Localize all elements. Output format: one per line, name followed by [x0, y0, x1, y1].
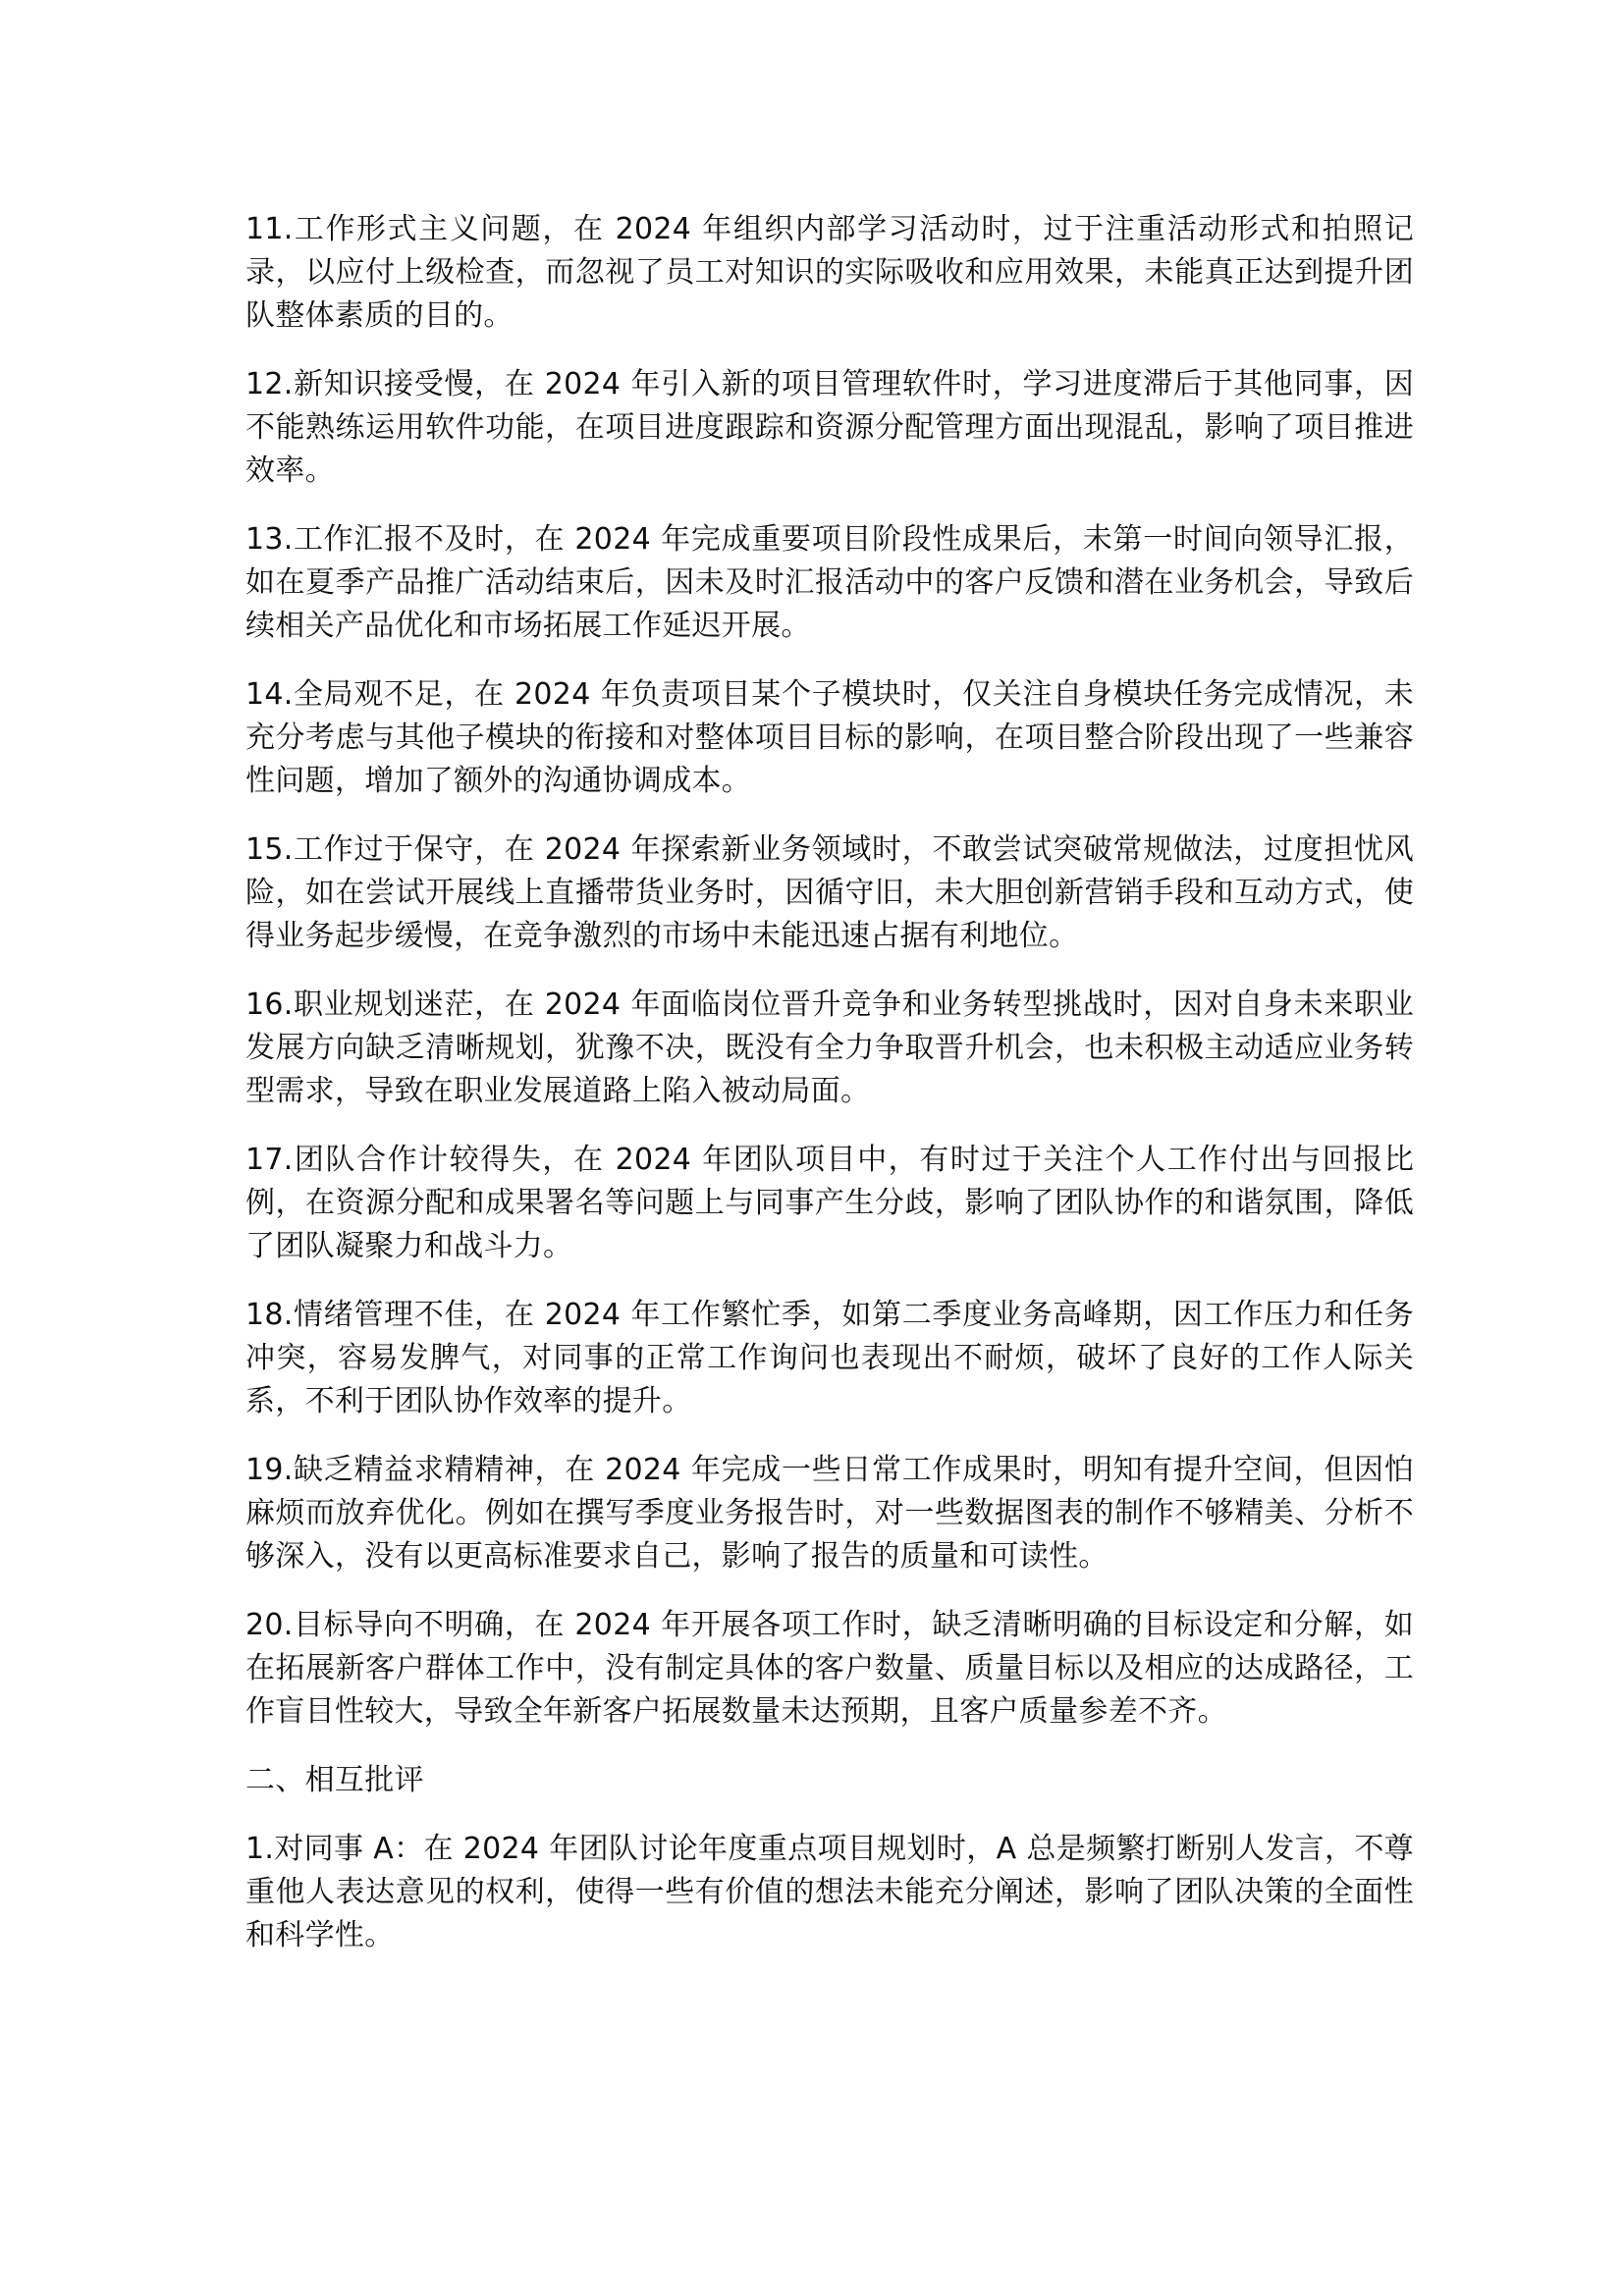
paragraph-item-11: 11.工作形式主义问题，在 2024 年组织内部学习活动时，过于注重活动形式和拍照记录，以应付上级检查，而忽视了员工对知识的实际吸收和应用效果，未能真正达到提升团队整体素质的目的。 [245, 212, 1414, 333]
paragraph-item-17: 17.团队合作计较得失，在 2024 年团队项目中，有时过于关注个人工作付出与回报比例，在资源分配和成果署名等问题上与同事产生分歧，影响了团队协作的和谐氛围，降低了团队凝聚力和战斗力。 [245, 1143, 1414, 1263]
paragraph-item-19: 19.缺乏精益求精精神，在 2024 年完成一些日常工作成果时，明知有提升空间，但因怕麻烦而放弃优化。例如在撰写季度业务报告时，对一些数据图表的制作不够精美、分析不够深入，没有以更高标准要求自己，影响了报告的质量和可读性。 [245, 1453, 1414, 1574]
paragraph-item-12: 12.新知识接受慢，在 2024 年引入新的项目管理软件时，学习进度滞后于其他同事，因不能熟练运用软件功能，在项目进度跟踪和资源分配管理方面出现混乱，影响了项目推进效率。 [245, 367, 1414, 488]
paragraph-item-18: 18.情绪管理不佳，在 2024 年工作繁忙季，如第二季度业务高峰期，因工作压力和任务冲突，容易发脾气，对同事的正常工作询问也表现出不耐烦，破坏了良好的工作人际关系，不利于团队协作效率的提升。 [245, 1298, 1414, 1418]
paragraph-item-13: 13.工作汇报不及时，在 2024 年完成重要项目阶段性成果后，未第一时间向领导汇报，如在夏季产品推广活动结束后，因未及时汇报活动中的客户反馈和潜在业务机会，导致后续相关产品优化和市场拓展工作延迟开展。 [245, 522, 1414, 643]
section-heading: 二、相互批评 [245, 1763, 424, 1797]
paragraph-item-14: 14.全局观不足，在 2024 年负责项目某个子模块时，仅关注自身模块任务完成情况，未充分考虑与其他子模块的衔接和对整体项目目标的影响，在项目整合阶段出现了一些兼容性问题，增加了额外的沟通协调成本。 [245, 677, 1414, 798]
document-body [245, 208, 1414, 1983]
paragraph-item-15: 15.工作过于保守，在 2024 年探索新业务领域时，不敢尝试突破常规做法，过度担忧风险，如在尝试开展线上直播带货业务时，因循守旧，未大胆创新营销手段和互动方式，使得业务起步缓慢，在竞争激烈的市场中未能迅速占据有利地位。 [245, 832, 1414, 953]
paragraph-item-20: 20.目标导向不明确，在 2024 年开展各项工作时，缺乏清晰明确的目标设定和分解，如在拓展新客户群体工作中，没有制定具体的客户数量、质量目标以及相应的达成路径，工作盲目性较大，导致全年新客户拓展数量未达预期，且客户质量参差不齐。 [245, 1608, 1414, 1729]
paragraph-item-colleague-a: 1.对同事 A：在 2024 年团队讨论年度重点项目规划时，A 总是频繁打断别人发言，不尊重他人表达意见的权利，使得一些有价值的想法未能充分阐述，影响了团队决策的全面性和科学性。 [245, 1832, 1414, 1952]
paragraph-item-16: 16.职业规划迷茫，在 2024 年面临岗位晋升竞争和业务转型挑战时，因对自身未来职业发展方向缺乏清晰规划，犹豫不决，既没有全力争取晋升机会，也未积极主动适应业务转型需求，导致在职业发展道路上陷入被动局面。 [245, 988, 1414, 1108]
